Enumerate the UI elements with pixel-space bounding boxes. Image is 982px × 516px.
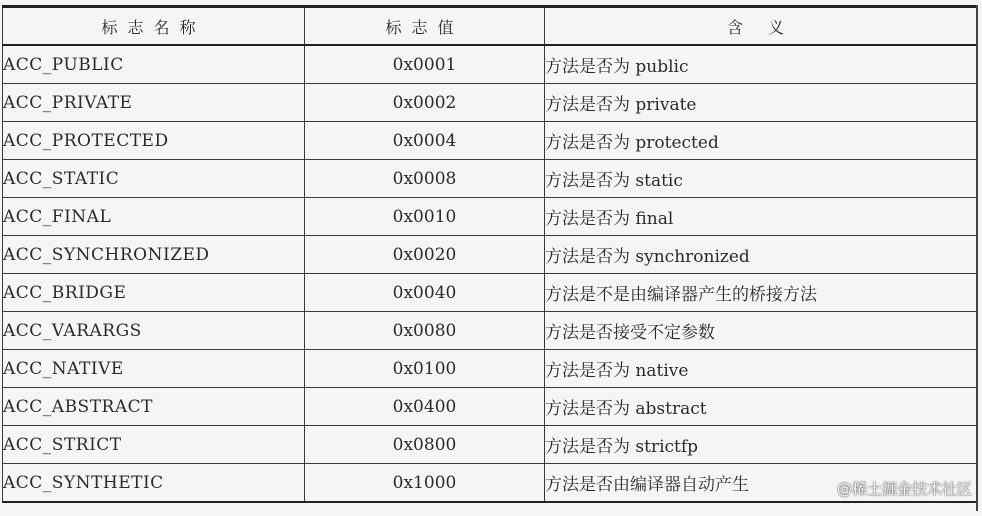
table-row <box>3 198 977 236</box>
flag-name-cell: ACC_FINAL <box>3 198 305 236</box>
table-row <box>3 45 977 84</box>
flag-value-cell: 0x0008 <box>305 160 545 198</box>
flag-name-cell: ACC_SYNTHETIC <box>3 464 305 503</box>
table-row <box>3 236 977 274</box>
flag-name-cell: ACC_VARARGS <box>3 312 305 350</box>
table-row <box>3 388 977 426</box>
header-flag-value: 标志值 <box>305 7 545 46</box>
flag-value-cell: 0x0001 <box>305 45 545 84</box>
flag-value-cell: 0x0020 <box>305 236 545 274</box>
header-flag-name: 标志名称 <box>3 7 305 46</box>
table-row <box>3 312 977 350</box>
flag-name-cell: ACC_SYNCHRONIZED <box>3 236 305 274</box>
flag-value-cell: 0x0002 <box>305 84 545 122</box>
flag-name-cell: ACC_BRIDGE <box>3 274 305 312</box>
flag-meaning-cell: 方法是否为 private <box>545 84 977 122</box>
flag-meaning-cell: 方法是否为 abstract <box>545 388 977 426</box>
flag-name-cell: ACC_PRIVATE <box>3 84 305 122</box>
table-row <box>3 122 977 160</box>
flag-value-cell: 0x0080 <box>305 312 545 350</box>
flag-meaning-cell: 方法是否为 final <box>545 198 977 236</box>
access-flags-table <box>2 5 977 503</box>
header-row <box>3 7 977 46</box>
flag-value-cell: 0x1000 <box>305 464 545 503</box>
flag-value-cell: 0x0010 <box>305 198 545 236</box>
flag-value-cell: 0x0400 <box>305 388 545 426</box>
flag-meaning-cell: 方法是否接受不定参数 <box>545 312 977 350</box>
flag-name-cell: ACC_NATIVE <box>3 350 305 388</box>
flag-value-cell: 0x0004 <box>305 122 545 160</box>
flag-name-cell: ACC_STATIC <box>3 160 305 198</box>
flag-meaning-cell: 方法是否为 protected <box>545 122 977 160</box>
table-row <box>3 464 977 503</box>
table-row <box>3 426 977 464</box>
flag-name-cell: ACC_ABSTRACT <box>3 388 305 426</box>
flag-name-cell: ACC_STRICT <box>3 426 305 464</box>
flag-meaning-cell: 方法是否由编译器自动产生 <box>545 464 977 503</box>
table-body <box>3 45 977 502</box>
page-right-edge <box>976 5 978 511</box>
watermark: @稀土掘金技术社区 <box>836 480 972 498</box>
table-row <box>3 84 977 122</box>
flag-meaning-cell: 方法是否为 strictfp <box>545 426 977 464</box>
flag-value-cell: 0x0100 <box>305 350 545 388</box>
table-row <box>3 350 977 388</box>
flag-name-cell: ACC_PUBLIC <box>3 45 305 84</box>
flag-meaning-cell: 方法是否为 public <box>545 45 977 84</box>
flag-meaning-cell: 方法是否为 synchronized <box>545 236 977 274</box>
flag-value-cell: 0x0800 <box>305 426 545 464</box>
flag-meaning-cell: 方法是否为 static <box>545 160 977 198</box>
table-row <box>3 160 977 198</box>
flag-meaning-cell: 方法是否为 native <box>545 350 977 388</box>
table-row <box>3 274 977 312</box>
table-header <box>3 7 977 46</box>
flag-value-cell: 0x0040 <box>305 274 545 312</box>
header-meaning: 含 义 <box>545 7 977 46</box>
flag-name-cell: ACC_PROTECTED <box>3 122 305 160</box>
flag-meaning-cell: 方法是不是由编译器产生的桥接方法 <box>545 274 977 312</box>
